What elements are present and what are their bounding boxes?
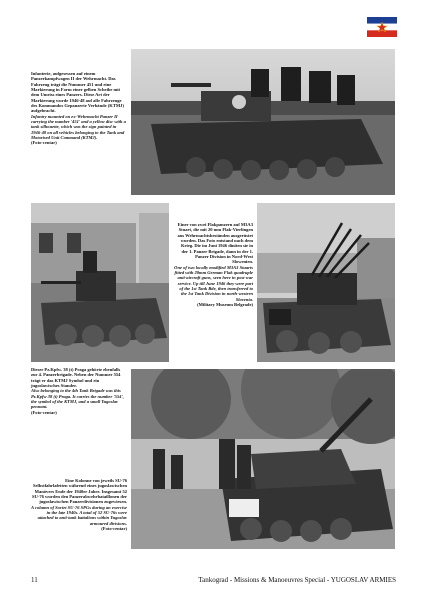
caption-german: Dieser Pz.Kpfw. 38 (t) Praga gehörte ebenfalls zur 4. Panzerbrigade. Neben der Nummer 554 trägt er das KTMJ Symbol und ein jugoslawisches Stander. — [31, 367, 121, 389]
caption-english: Infantry mounted on ex-Wehrmacht Panzer II carrying the number '451' and a yellow disc with a tank silhouette, which was the sign painted in 1946-48 on all vehicles belonging to the Tank and Motorised Unit Command (KTMJ). — [31, 113, 126, 141]
photo-panzer-ii-infantry — [131, 49, 395, 195]
photo-pzkpfw-38t — [31, 203, 169, 362]
caption-credit: (Foto-centar) — [31, 140, 57, 146]
caption-credit: (Foto-centar) — [31, 409, 57, 415]
caption-m3a3-stuart — [174, 222, 253, 308]
caption-credit: (Foto-centar) — [101, 526, 127, 532]
running-footer-title: Tankograd - Missions & Manoeuvres Special - YUGOSLAV ARMIES — [198, 576, 396, 584]
caption-german: Infanterie, aufgesessen auf einem Panzerkampfwagen II der Wehrmacht. Das Fahrzeug trägt die Nummer 451 und eine Markierung in Form einer gelben Scheibe mit dem Umriss eines Panzers. Diese Art der Markierung wurde 1946-48 auf alle Fahrzeuge des Kommandos Gepanzerte Verbände (KTMJ) aufgebracht. — [31, 71, 124, 114]
caption-panzer-ii — [31, 71, 127, 146]
caption-german: Eine Kolonne von jeweils SU-76 Selbstfahrlafetten während eines jugoslawischen Manövers Ende der 1940er Jahre. Insgesamt 52 SU-76 wurden den Panzerabwehrbataillonen der jugoslawischen Panzerdivisionen zugewiesen. — [32, 478, 127, 505]
caption-english: One of two locally modified M3A3 Stuarts fitted with 20mm German Flak quadruple anti-aircraft guns, seen here in post-war service. Up till June 1946 they were part of the 1st Tank Bde, then transferred to the 1st Tank Division in north-western Slovenia. — [174, 264, 253, 302]
page-number: 11 — [31, 576, 38, 584]
caption-english: Also belonging to the 4th Tank Brigade was this Pz.Kpfw 38 (t) Praga. It carries the number '554', the symbol of the KTMJ, and a small Yugoslav pennant. — [31, 388, 124, 410]
photo-m3a3-stuart-flak — [257, 203, 395, 362]
photo-su76-column — [131, 369, 395, 549]
caption-su76 — [31, 478, 127, 531]
yugoslav-flag-icon — [367, 17, 397, 37]
caption-credit: (Military Museum Belgrade) — [197, 302, 253, 308]
caption-english: A column of Soviet SU-76 SPGs during an exercise in the late 1940s. A total of 52 SU-76s were attached to anti-tank battalions within Yugoslav armoured divisions. — [31, 504, 127, 526]
caption-german: Einer von zwei Flakpanzern auf M3A3 Stuart, die mit 20 mm Flak-Vierlingen aus Wehrmachtsbeständen ausgerüstet wurden. Das Foto entstand nach dem Krieg. Die im Juni 1946 diniten sie in der 1. Panzer Brigade, dann in der 1. Panzer Division in Nord-West Slowenien. — [177, 222, 253, 265]
caption-pzkpfw-38t — [31, 367, 127, 415]
